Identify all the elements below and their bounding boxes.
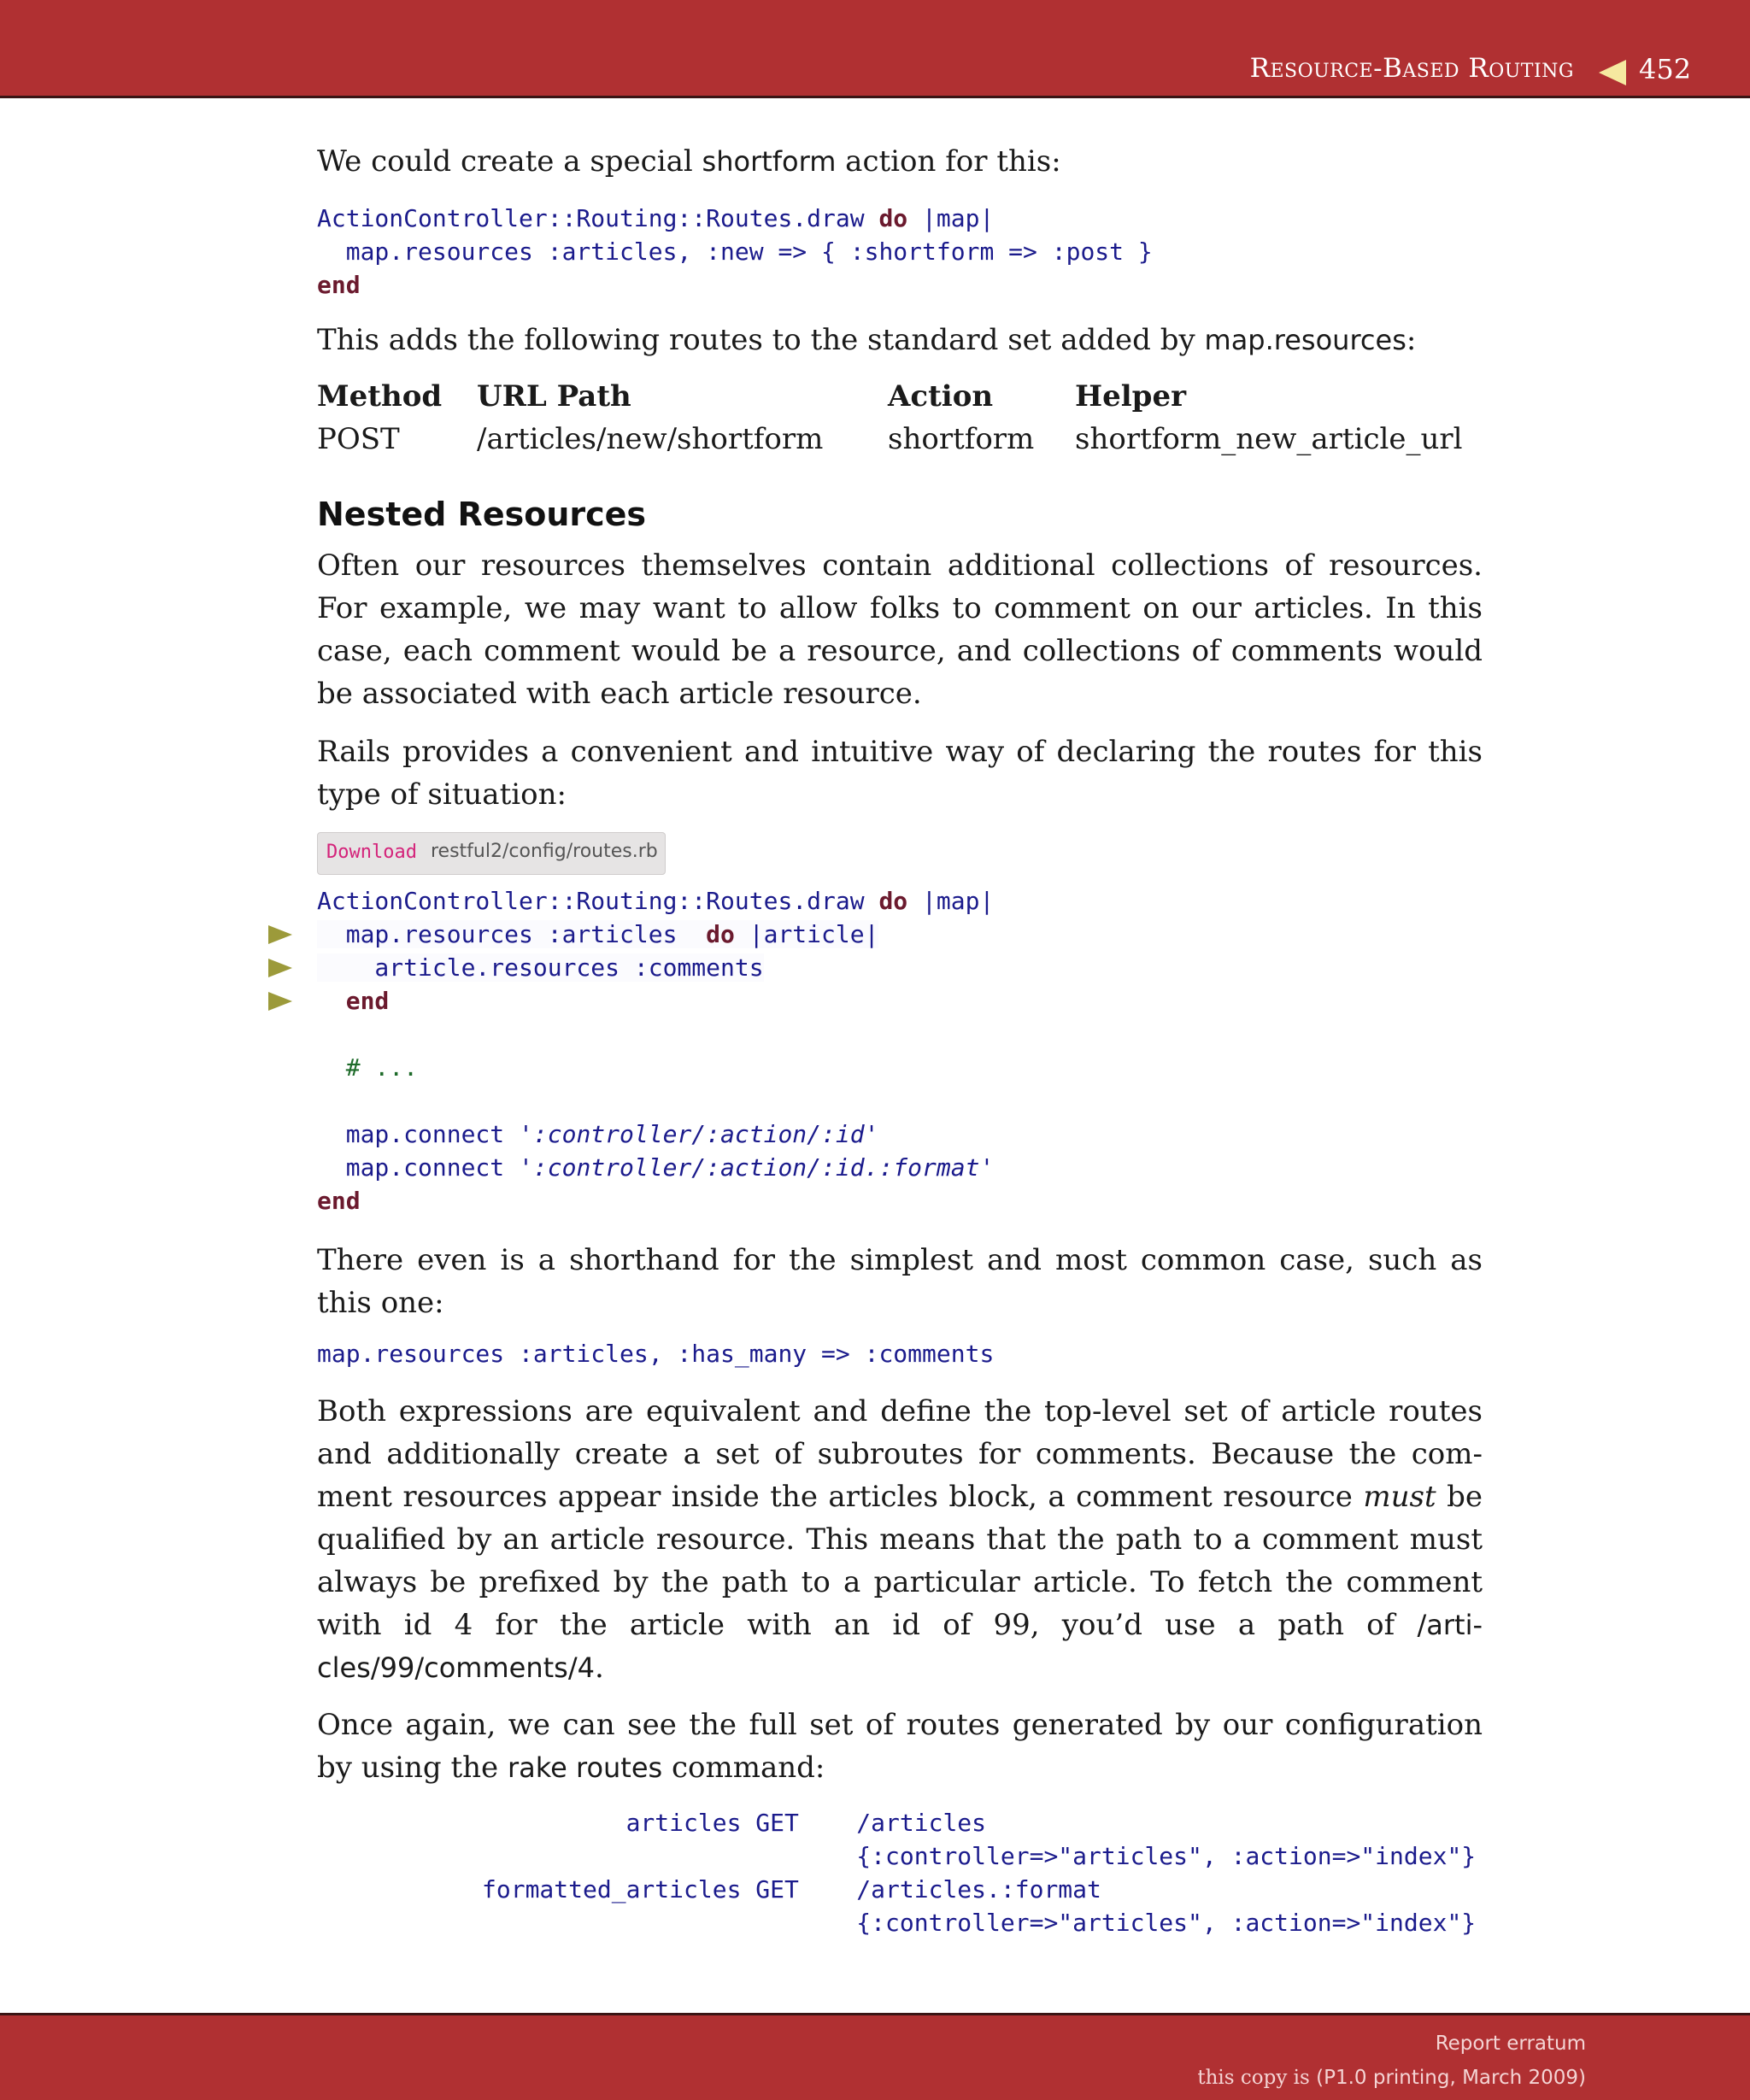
nested-paragraph-2: Rails provides a convenient and intuitive way of declaring the routes for this type of situation: [317, 735, 1483, 812]
adds-text: This adds the following routes to the standard set added by [317, 323, 1205, 357]
code-line: ActionController::Routing::Routes.draw [317, 204, 879, 232]
routes-output-line: {:controller=>"articles", :action=>"index"} [482, 1909, 1477, 1937]
table-cell-url-path: /articles/new/shortform [477, 422, 824, 456]
once-paragraph [317, 1704, 1483, 1789]
code-block-routes [317, 884, 994, 1217]
both-emphasis: must [1363, 1480, 1436, 1514]
table-cell-helper: shortform_new_article_url [1075, 422, 1463, 456]
copy-info [1197, 2067, 1586, 2089]
download-path: restful2/config/routes.rb [431, 841, 658, 862]
shorthand-paragraph: There even is a shorthand for the simplest and most common case, such as this one: [317, 1243, 1483, 1320]
code-block-shortform [317, 202, 1153, 302]
previous-page-arrow-icon[interactable] [1599, 60, 1626, 85]
running-head: Resource-Based Routing [1249, 53, 1574, 84]
once-term: rake routes [507, 1751, 663, 1784]
both-text: Both expressions are equivalent and define the top-level set of article routes and additionally create a set of subroutes for comments. Because the com-ment resources appear inside the articles block, a comment resource [317, 1394, 1483, 1514]
both-path: /arti-cles/99/comments/4 [317, 1609, 1483, 1684]
copy-text: this copy is [1197, 2067, 1317, 2089]
intro-term: shortform [702, 145, 837, 178]
download-link[interactable] [317, 832, 666, 875]
code-string: ':controller/:action/:id.:format' [519, 1153, 995, 1182]
table-header-url-path: URL Path [477, 379, 631, 414]
section-heading: Nested Resources [317, 496, 647, 533]
adds-term: map.resources [1204, 324, 1406, 356]
code-keyword: do [878, 887, 908, 915]
code-keyword: end [317, 271, 361, 299]
changed-line-marker-icon [268, 925, 292, 944]
both-text: be qualified by an article resource. This means that the path to a comment must always be prefixed by the path to a particular article. To fetch the comment with id 4 for the article with an id of 99, you’d use a path of [317, 1480, 1483, 1642]
table-header-helper: Helper [1075, 379, 1186, 414]
code-string: ':controller/:action/:id' [519, 1120, 879, 1148]
page-footer [0, 2013, 1750, 2100]
changed-line-marker-icon [268, 959, 292, 977]
code-keyword: end [345, 987, 390, 1015]
printing-info: (P1.0 printing, March 2009) [1316, 2067, 1586, 2089]
routes-output-line: formatted_articles GET /articles.:format [482, 1875, 1101, 1903]
code-line: map.connect [317, 1153, 520, 1182]
table-header-action: Action [888, 379, 994, 414]
code-line: ActionController::Routing::Routes.draw [317, 887, 879, 915]
nested-paragraph-1: Often our resources themselves contain additional collections of resources. For example, we may want to allow folks to comment on our articles. In this case, each comment would be a resource, and collections of comments would be associated with each article resource. [317, 548, 1483, 711]
code-keyword: end [317, 1187, 361, 1215]
code-keyword: do [878, 204, 908, 232]
adds-paragraph [317, 319, 1483, 361]
code-line: |article| [734, 920, 879, 948]
intro-text-end: action for this: [836, 144, 1061, 179]
routes-output-line: articles GET /articles [482, 1809, 987, 1837]
both-paragraph [317, 1390, 1483, 1689]
changed-line-marker-icon [268, 992, 292, 1011]
code-line: map.resources :articles, :new => { :shortform => :post } [317, 238, 1153, 266]
code-line: map.resources :articles [317, 920, 707, 948]
once-text-end: command: [662, 1751, 825, 1785]
intro-paragraph [317, 140, 1483, 183]
routes-output-line: {:controller=>"articles", :action=>"index"} [482, 1842, 1477, 1870]
code-line: map.connect [317, 1120, 520, 1148]
code-keyword: do [706, 920, 735, 948]
code-comment: # ... [317, 1053, 419, 1082]
intro-text: We could create a special [317, 144, 702, 179]
code-line: article.resources :comments [317, 953, 764, 982]
table-cell-action: shortform [888, 422, 1035, 456]
routes-output [482, 1806, 1476, 1939]
table-header-method: Method [317, 379, 443, 414]
report-erratum-link[interactable]: Report erratum [1435, 2033, 1586, 2055]
code-line: |map| [907, 887, 995, 915]
download-label: Download [326, 842, 417, 863]
both-text-end: . [594, 1651, 604, 1685]
page-number: 452 [1639, 53, 1692, 85]
table-cell-method: POST [317, 422, 400, 456]
once-text: Once again, we can see the full set of routes generated by our configuration by using the [317, 1708, 1483, 1785]
page-header [0, 0, 1750, 98]
code-line: |map| [907, 204, 995, 232]
adds-text-end: : [1406, 323, 1417, 357]
code-shorthand: map.resources :articles, :has_many => :comments [317, 1340, 995, 1368]
